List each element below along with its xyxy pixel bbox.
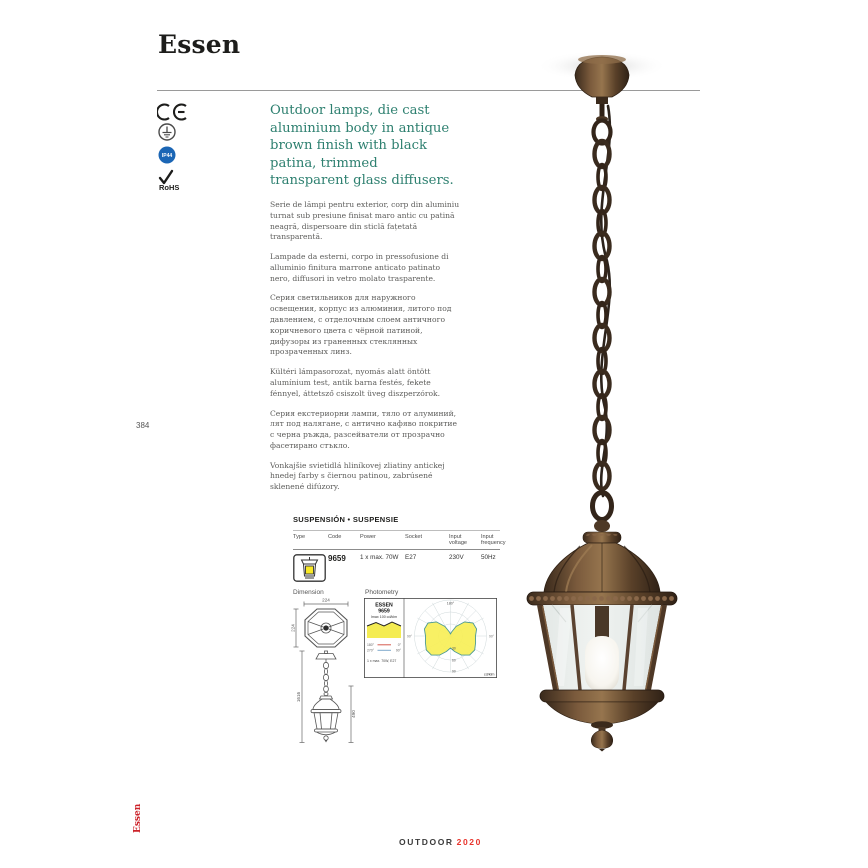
photometry-label: Photometry [365, 589, 399, 596]
table-header-row [293, 530, 506, 550]
description-ro: Serie de lămpi pentru exterior, corp din aluminiu turnat sub presiune finisat maro antic cu patină neagră, dispersoare din sticlă fațetată transparentă. [270, 200, 460, 242]
type-pictogram [293, 554, 328, 584]
radial-30: 30 [452, 646, 456, 651]
description-ru: Серия светильников для наружного освещения, корпус из алюминия, литого под давлением, с отделочным слоем античного коричневого цвета с чёрной патиной, дифузоры из граненных стеклянных прозраченных линз. [270, 293, 452, 357]
photometry-box [364, 598, 497, 683]
product-photo [500, 46, 710, 757]
product-table [293, 530, 506, 584]
footer-year: 2020 [456, 837, 482, 847]
product-power: 1 x max. 70W [360, 554, 399, 561]
description-bg: Серия екстериорни лампи, тяло от алуминий, лят под налягане, с антично кафяво покритие с черна ръжда, разсейватели от прозрачно фасетирано стъкло. [270, 408, 457, 450]
photometry-lamp-info: 1 x max. 70W, E27 [367, 659, 397, 663]
radial-90: 90 [452, 669, 456, 674]
polar-angle-left: 90° [407, 634, 412, 639]
dimension-drawing [290, 596, 368, 749]
top-view-octagon [305, 609, 347, 647]
lantern-pictogram-icon [293, 554, 326, 582]
col-code: Code [328, 534, 342, 540]
dimension-label: Dimension [293, 589, 324, 596]
legend-270: 270° [367, 648, 375, 653]
certification-icons [157, 103, 191, 200]
side-view-lantern [311, 651, 341, 743]
dim-total-height: 1616 [296, 691, 301, 703]
product-code: 9659 [328, 554, 346, 563]
polar-angle-top: 180° [446, 601, 455, 606]
acorn-finial [591, 730, 612, 749]
section-title: SUSPENSIÓN • SUSPENSIE [293, 515, 399, 524]
description-en: Outdoor lamps, die cast aluminium body in antique brown finish with black patina, trimmed transparent glass diffusers. [270, 103, 454, 189]
light-bulb [585, 636, 619, 692]
footer [399, 837, 482, 847]
rohs-label: RoHS [159, 183, 180, 192]
col-input-frequency: Input frequency [481, 534, 506, 546]
ce-mark-icon [157, 105, 186, 120]
legend-0: 0° [397, 643, 401, 647]
description-multilang [270, 200, 462, 502]
col-type: Type [293, 534, 306, 540]
col-power: Power [360, 534, 376, 540]
footer-brand: OUTDOOR [399, 837, 454, 847]
polar-angle-right: 90° [489, 634, 494, 639]
product-socket: E27 [405, 554, 417, 561]
radial-60: 60 [452, 658, 456, 663]
side-label: Essen [133, 803, 143, 833]
dim-top-width: 224 [322, 597, 330, 603]
ip44-icon [159, 147, 176, 164]
page-title: Essen [158, 30, 241, 59]
description-hu: Kültéri lámpasorozat, nyomás alatt öntött alumínium test, antik barna festés, fekete fénnyel, áttetsző csiszolt üveg diszperzórok. [270, 367, 441, 398]
product-frequency: 50Hz [481, 554, 496, 561]
dim-top-depth: 224 [290, 624, 296, 632]
legend-180: 180° [367, 643, 375, 647]
rohs-icon [159, 171, 179, 192]
col-input-voltage: Input voltage [449, 534, 468, 546]
col-socket: Socket [405, 534, 423, 540]
photometry-code: 9659 [378, 608, 390, 615]
photometry-model: ESSEN [375, 602, 393, 609]
legend-90: 90° [395, 648, 401, 653]
dim-body-height: 490 [351, 710, 356, 718]
earth-class-icon [159, 124, 175, 140]
ip44-label: IP44 [161, 153, 173, 159]
description-it: Lampade da esterni, corpo in pressofusione di alluminio finitura marrone anticato patinato nero, diffusori in vetro molato trasparente. [270, 252, 449, 283]
canopy [575, 55, 629, 122]
chain [593, 106, 612, 520]
page-number: 384 [136, 421, 150, 430]
description-sk: Vonkajšie svietidlá hliníkovej zliatiny antickej hnedej farby s čiernou patinou, zabrúsené sklenené difúzory. [270, 460, 445, 492]
photometry-imax: Imax 100 cd/klm [370, 615, 398, 619]
lantern-body [527, 520, 677, 752]
table-row [293, 550, 500, 584]
product-voltage: 230V [449, 554, 464, 561]
polar-unit: cd/klm [483, 672, 495, 677]
